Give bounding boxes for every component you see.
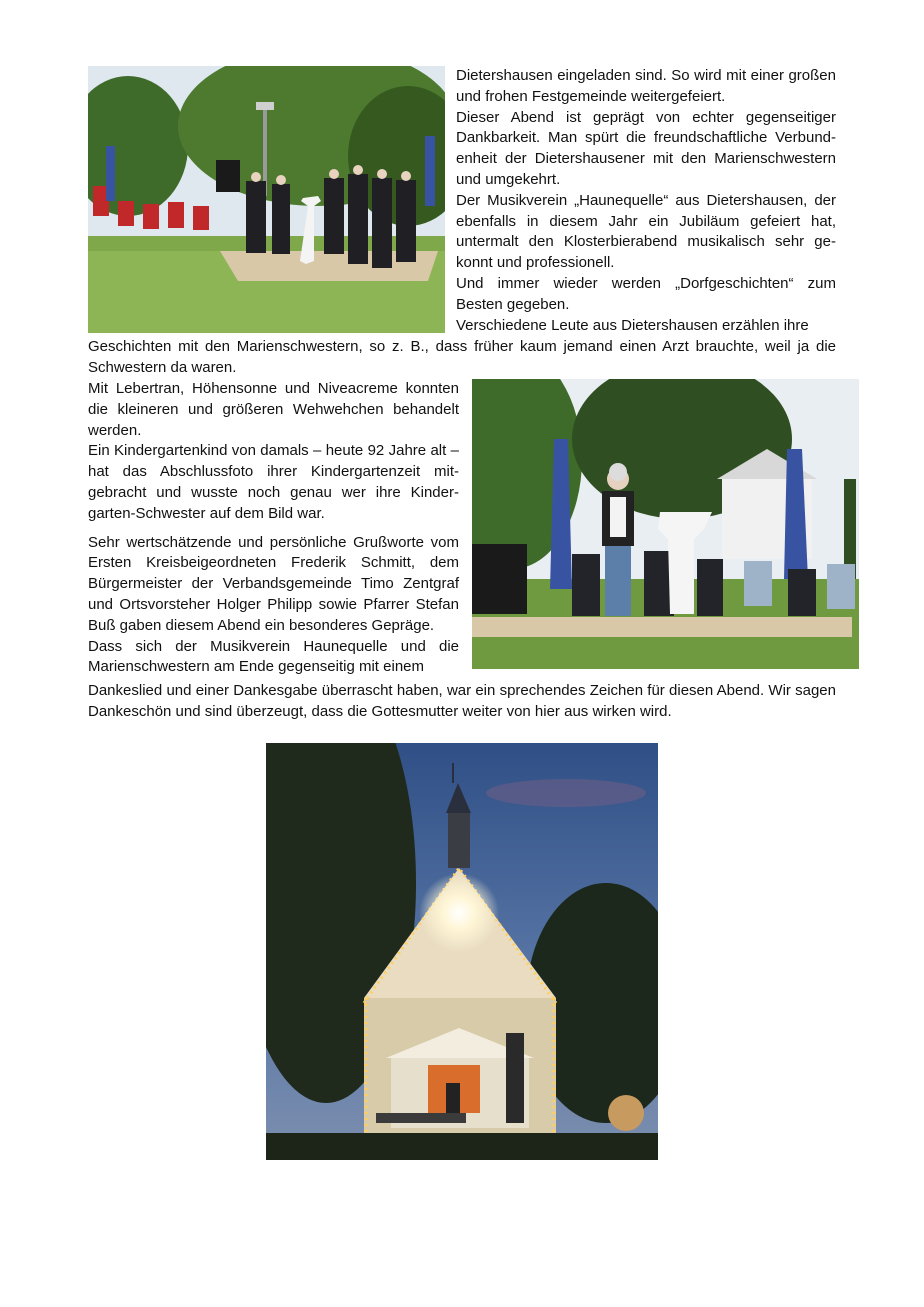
paragraph: Mit Lebertran, Höhensonne und Niveacreme konnten die kleineren und größeren Wehwehchen behandelt werden.: [88, 380, 459, 439]
paragraph: Geschichten mit den Marienschwestern, so z. B., dass früher kaum jemand einen Arzt brauchte, weil ja die Schwestern da waren.: [88, 338, 836, 376]
text-full-width-2: [88, 681, 836, 723]
speaker-stage-photo: [472, 379, 859, 669]
paragraph: Und immer wieder werden „Dorfgeschichten“ zum Besten gegeben.: [456, 274, 836, 313]
paragraph: Sehr wertschätzende und persönliche Grußworte vom Ersten Kreisbeigeordneten Frederik Schmitt, dem Bürgermeister der Verbandsgemeinde Timo Zentgraf und Ortsvorsteher Holger Philipp sowie Pfarrer Stefan Buß gaben diesem Abend ein besonderes Gepräge.: [88, 533, 459, 634]
paragraph: Dieser Abend ist geprägt von echter gegenseitiger Dankbarkeit. Man spürt die freundschaftliche Verbund-enheit der Dietershausener mit den Marienschwestern und umgekehrt.: [456, 108, 836, 188]
paragraph-start: Verschiedene Leute aus Dietershausen erzählen ihre: [456, 316, 809, 334]
paragraph: Dietershausen eingeladen sind. So wird mit einer großen und frohen Festgemeinde weitergefeiert.: [456, 67, 836, 105]
choir-stage-photo: [88, 66, 445, 333]
paragraph: Der Musikverein „Haunequelle“ aus Dietershausen, der ebenfalls in diesem Jahr ein Jubiläum gefeiert hat, untermalt den Klosterbierabend musikalisch sehr ge-konnt und professionell.: [456, 191, 836, 272]
text-column-top-right: [456, 66, 836, 336]
chapel-night-photo: [266, 743, 658, 1160]
text-full-width-1: [88, 337, 836, 379]
paragraph-start: Dass sich der Musikverein Haunequelle und die Marienschwestern am Ende gegenseitig mit einem: [88, 637, 459, 676]
paragraph: Ein Kindergartenkind von damals – heute 92 Jahre alt – hat das Abschlussfoto ihrer Kindergartenzeit mit-gebracht und wusste noch genau wer ihre Kinder-garten-Schwester auf dem Bild war.: [88, 442, 459, 522]
text-column-middle-left: [88, 379, 459, 678]
paragraph: Dankeslied und einer Dankesgabe überrascht haben, war ein sprechendes Zeichen für diesen Abend. Wir sagen Dankeschön und sind überzeugt, dass die Gottesmutter weiter von hier aus wirken wird.: [88, 682, 836, 720]
